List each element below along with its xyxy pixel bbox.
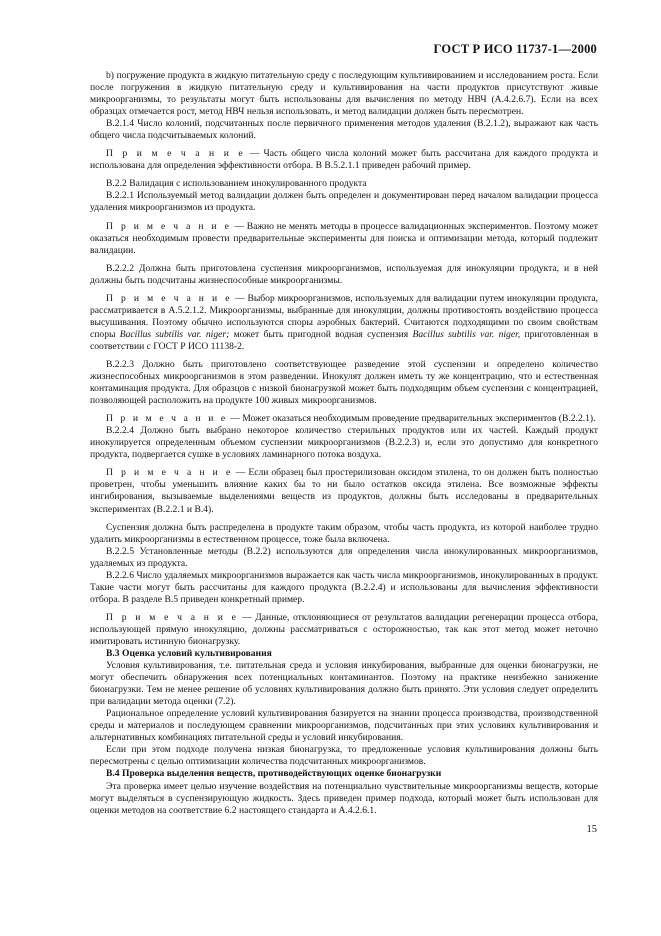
- note: [90, 467, 598, 515]
- note: [90, 612, 598, 648]
- species-name: Bacillus subtilis var. niger,: [412, 328, 521, 340]
- species-name: Bacillus subtilis var. niger;: [119, 328, 230, 340]
- note-label: П р и м е ч а н и е: [106, 611, 239, 623]
- note-text: — Данные, отклоняющиеся от результатов валидации регенерации процесса отбора, использующей прямую инокуляцию, должны рассматриваться с осторожностью, так как этот метод может неточно имитировать истинную бионагрузку.: [90, 611, 598, 647]
- note-label: П р и м е ч а н и е: [106, 467, 233, 479]
- paragraph: Суспензия должна быть распределена в продукте таким образом, чтобы часть продукта, из которой наиболее трудно удалить микроорганизмы в естественном процессе, тоже была включена.: [90, 521, 598, 545]
- paragraph: В.2.2 Валидация с использованием инокулированного продукта: [106, 178, 367, 190]
- note-label: П р и м е ч а н и е: [106, 292, 233, 304]
- note-text: — Важно не менять методы в процессе валидационных экспериментов. Поэтому может оказаться необходимым провести предварительные эксперименты для поиска и оптимизации метода, который подлежит валидации.: [90, 220, 598, 256]
- note-label: П р и м е ч а н и е: [106, 220, 232, 232]
- note-label: П р и м е ч а н и е: [106, 148, 246, 160]
- note-text: — Если образец был простерилизован оксидом этилена, то он должен быть полностью проветрен, чтобы уменьшить влияние каких бы то ни было остатков оксида этилена. Все возможные эффекты ингибирования, вызываемые выделениями веществ из продуктов, должны быть исследованы в предварительных экспериментах (В.2.2.1 и В.4).: [90, 467, 598, 515]
- note-text: приготовленная в соответствии с ГОСТ Р ИСО 11138-2.: [90, 328, 598, 352]
- paragraph: Если при этом подходе получена низкая бионагрузка, то предложенные условия культивирования должны быть пересмотрены с целью оптимизации количества подсчитанных микроорганизмов.: [90, 744, 598, 768]
- paragraph: В.2.2.2 Должна быть приготовлена суспензия микроорганизмов, используемая для инокуляции продукта, и в ней должны быть подсчитаны жизнеспособные микроорганизмы.: [90, 262, 598, 286]
- note: [90, 293, 598, 353]
- paragraph: Эта проверка имеет целью изучение воздействия на потенциально чувствительные микроорганизмы веществ, которые могут выделяться в суспензирующую жидкость. Здесь приведен пример подхода, который может быть использован для оценки методов на соответствие 6.2 настоящего стандарта и А.4.2.6.1.: [90, 780, 598, 816]
- note-text: — Часть общего числа колоний может быть рассчитана для каждого продукта и использована для определения эффективности отбора. В В.5.2.1.1 приведен рабочий пример.: [90, 148, 598, 172]
- paragraph: В.2.2.5 Установленные методы (В.2.2) используются для определения числа инокулированных микроорганизмов, удаляемых из продукта.: [90, 545, 598, 569]
- note: [90, 413, 598, 425]
- paragraph: В.2.2.4 Должно быть выбрано некоторое количество стерильных продуктов или их частей. Каждый продукт инокулируется определенным объемом суспензии микроорганизмов (В.2.2.3) и, если это допустимо для конкретного продукта, подвергается сушке в условиях ламинарного потока воздуха.: [90, 425, 598, 461]
- note-text: — Выбор микроорганизмов, используемых для валидации путем инокуляции продукта, рассматривается в А.5.2.1.2. Микроорганизмы, выбранные для инокуляции, должны противостоять воздействию процесса высушивания. Поэтому обычно используются споры аэробных бактерий. Считаются подходящими по своим свойствам споры: [90, 292, 598, 340]
- paragraph: В.2.2.6 Число удаляемых микроорганизмов выражается как часть числа микроорганизмов, инокулированных в продукт. Такие части могут быть рассчитаны для каждого продукта (В.2.2.4) и использованы для вычисления эффективности отбора. В разделе В.5 приведен конкретный пример.: [90, 569, 598, 605]
- paragraph: В.2.2.1 Используемый метод валидации должен быть определен и документирован перед началом валидации процесса удаления микроорганизмов из продукта.: [90, 190, 598, 214]
- note-text: — Может оказаться необходимым проведение предварительных экспериментов (В.2.2.1).: [227, 413, 596, 425]
- section-heading: В.3 Оценка условий культивирования: [106, 648, 272, 660]
- note-text: может быть пригодной водная суспензия: [229, 328, 413, 340]
- note: [90, 221, 598, 257]
- page-number: 15: [586, 824, 597, 835]
- paragraph: Рациональное определение условий культивирования базируется на знании процесса производства, производственной среды и материалов и последующем сравнении микроорганизмов, подсчитанных при этих условиях культивирования и альтернативных комбинациях питательной среды и условий инкубирования.: [90, 708, 598, 744]
- paragraph: Условия культивирования, т.е. питательная среда и условия инкубирования, выбранные для оценки бионагрузки, не могут обеспечить обнаружения всех потенциальных контаминантов. Поэтому на практике неизбежно занижение бионагрузки. Тем не менее решение об условиях культивирования должно быть принято. Эти условия следует определить при валидации метода оценки (7.2).: [90, 660, 598, 708]
- paragraph: В.2.2.3 Должно быть приготовлено соответствующее разведение этой суспензии и определено количество жизнеспособных микроорганизмов в этом разведении. Инокулят должен иметь ту же концентрацию, что и естественная контаминация продукта. Для образцов с низкой бионагрузкой может быть подходящим объем суспензии с концентрацией, позволяющей расположить на продукте 100 живых микроорганизмов.: [90, 358, 598, 407]
- standard-header: ГОСТ Р ИСО 11737-1—2000: [433, 42, 597, 56]
- document-body: [90, 70, 598, 817]
- section-heading: В.4 Проверка выделения веществ, противодействующих оценке бионагрузки: [106, 768, 442, 780]
- note: [90, 148, 598, 172]
- paragraph: b) погружение продукта в жидкую питательную среду с последующим культивированием и исследованием роста. Если после погружения в жидкую питательную среду и культивирования на части продуктов присутствуют живые микроорганизмы, то результаты могут быть использованы для вычисления по методу НВЧ (А.4.2.6.7). Если на всех образцах отмечается рост, метод НВЧ нельзя использовать, и метод валидации должен быть пересмотрен.: [90, 70, 598, 118]
- note-label: П р и м е ч а н и е: [106, 413, 228, 425]
- paragraph: В.2.1.4 Число колоний, подсчитанных после первичного применения методов удаления (В.2.1.2), выражают как часть общего числа подсчитываемых колоний.: [90, 118, 598, 142]
